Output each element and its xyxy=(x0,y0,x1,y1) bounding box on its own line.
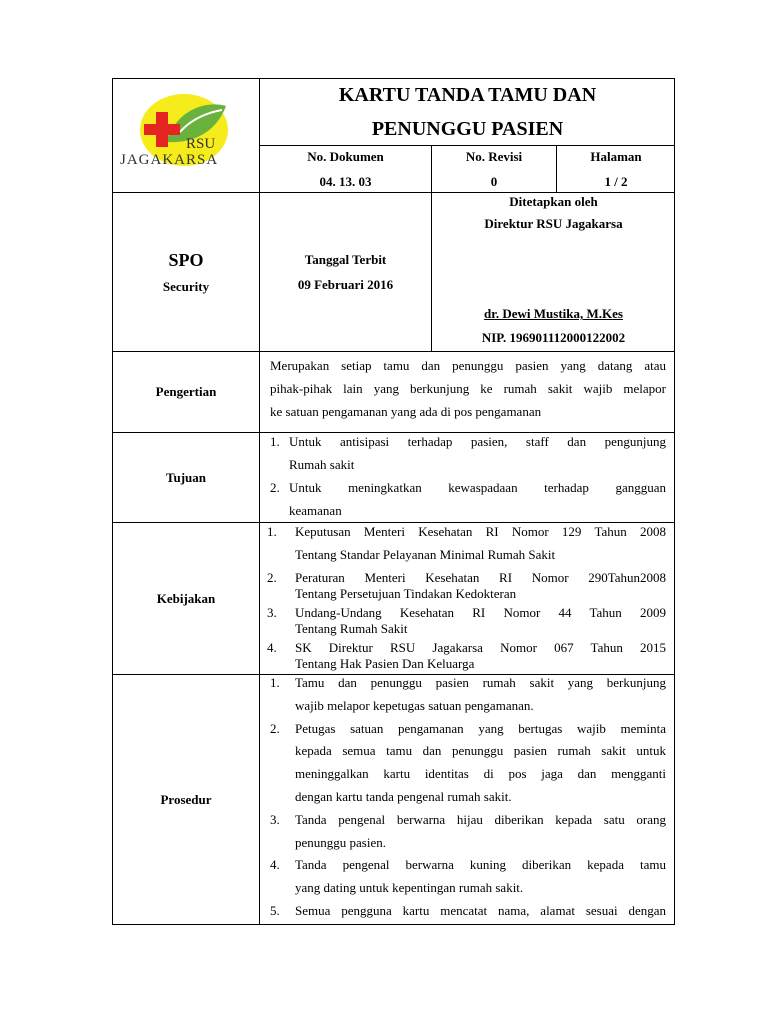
tujuan-item-line-1: Untuk meningkatkan kewaspadaan terhadap gangguan xyxy=(289,480,666,495)
no-revisi-cell xyxy=(432,146,556,192)
tujuan-label: Tujuan xyxy=(166,469,206,485)
ditetapkan-cell xyxy=(432,193,675,351)
tanggal-terbit-cell xyxy=(260,193,431,351)
kebijakan-item xyxy=(267,520,666,566)
prosedur-item-number: 2. xyxy=(270,720,280,736)
tujuan-item-line-1: Untuk antisipasi terhadap pasien, staff dan pengunjung xyxy=(289,434,666,449)
kebijakan-item-line-1: SK Direktur RSU Jagakarsa Nomor 067 Tahun 2015 xyxy=(295,640,666,655)
tanggal-terbit-label: Tanggal Terbit xyxy=(304,251,387,267)
prosedur-item xyxy=(270,718,666,809)
title-line-1: KARTU TANDA TAMU DAN xyxy=(338,83,597,106)
no-revisi-label: No. Revisi xyxy=(465,148,523,164)
logo-text-rsu: RSU xyxy=(186,136,216,152)
no-dokumen-value: 04. 13. 03 xyxy=(319,173,372,189)
prosedur-item-line: Tanda pengenal berwarna hijau diberikan kepada satu orang xyxy=(295,811,666,827)
kebijakan-item xyxy=(267,640,666,672)
ditetapkan-line-2: Direktur RSU Jagakarsa xyxy=(484,216,623,231)
kebijakan-item xyxy=(267,570,666,602)
prosedur-item-line: meninggalkan kartu identitas di pos jaga dan mengganti xyxy=(295,766,666,782)
tujuan-item-number: 1. xyxy=(270,434,280,449)
kebijakan-item-line-2: Tentang Persetujuan Tindakan Kedokteran xyxy=(295,586,517,601)
kebijakan-item-number: 4. xyxy=(267,640,277,655)
logo-text-jagakarsa: JAGAKARSA xyxy=(120,152,219,168)
prosedur-item xyxy=(270,854,666,900)
no-dokumen-label: No. Dokumen xyxy=(307,148,384,164)
no-dokumen-cell xyxy=(260,146,431,192)
prosedur-item-line: wajib melapor kepetugas satuan pengamanan. xyxy=(295,697,534,713)
prosedur-item xyxy=(270,809,666,855)
kebijakan-item-line-2: Tentang Rumah Sakit xyxy=(295,621,408,636)
pengertian-text xyxy=(270,354,666,423)
rsu-jagakarsa-logo xyxy=(118,92,248,174)
prosedur-item-line: Petugas satuan pengamanan yang bertugas wajib meminta xyxy=(295,720,666,736)
pengertian-line-3: ke satuan pengamanan yang ada di pos pengamanan xyxy=(270,404,542,419)
pengertian-label-cell xyxy=(113,352,259,432)
prosedur-list xyxy=(270,672,666,923)
prosedur-item-number: 1. xyxy=(270,675,280,690)
pengertian-label: Pengertian xyxy=(155,384,217,399)
title-line-2: PENUNGGU PASIEN xyxy=(371,117,564,140)
kebijakan-item-number: 3. xyxy=(267,605,277,620)
document-title xyxy=(260,78,675,145)
kebijakan-label-cell xyxy=(113,523,259,674)
spo-unit: Security xyxy=(162,278,210,294)
pengertian-line-1: Merupakan setiap tamu dan penunggu pasien yang datang atau xyxy=(270,358,666,373)
kebijakan-item-line-1: Peraturan Menteri Kesehatan RI Nomor 290Tahun2008 xyxy=(295,570,666,585)
kebijakan-list xyxy=(267,520,666,672)
prosedur-label-cell xyxy=(113,675,259,924)
prosedur-item-line: Tamu dan penunggu pasien rumah sakit yang berkunjung xyxy=(295,675,666,690)
kebijakan-item-number: 1. xyxy=(267,524,277,539)
halaman-label: Halaman xyxy=(590,148,642,164)
prosedur-item-line: penunggu pasien. xyxy=(295,834,386,850)
prosedur-item-number: 4. xyxy=(270,857,280,873)
prosedur-item-line: dengan kartu tanda pengenal rumah sakit. xyxy=(295,788,512,804)
halaman-value: 1 / 2 xyxy=(604,173,628,189)
ditetapkan-line-1: Ditetapkan oleh xyxy=(509,194,598,209)
prosedur-item-line: yang dating untuk kepentingan rumah sakit. xyxy=(295,880,524,896)
tujuan-list xyxy=(270,430,666,522)
prosedur-label: Prosedur xyxy=(160,791,212,807)
kebijakan-item xyxy=(267,605,666,637)
prosedur-item-line: kepada semua tamu dan penunggu pasien rumah sakit untuk xyxy=(295,743,666,759)
tujuan-item-line-2: keamanan xyxy=(289,503,342,518)
tujuan-item-number: 2. xyxy=(270,480,280,495)
signer-nip: NIP. 196901112000122002 xyxy=(481,330,626,345)
tanggal-terbit-value: 09 Februari 2016 xyxy=(297,276,394,292)
prosedur-item xyxy=(270,672,666,718)
kebijakan-item-line-1: Keputusan Menteri Kesehatan RI Nomor 129 Tahun 2008 xyxy=(295,524,666,539)
halaman-cell xyxy=(557,146,675,192)
tujuan-item xyxy=(270,430,666,476)
spo-label-cell xyxy=(113,193,259,351)
pengertian-line-2: pihak-pihak lain yang berkunjung ke rumah sakit wajib melapor xyxy=(270,381,666,396)
prosedur-item-line: Semua pengguna kartu mencatat nama, alamat sesuai dengan xyxy=(295,902,666,918)
kebijakan-item-number: 2. xyxy=(267,570,277,585)
kebijakan-label: Kebijakan xyxy=(156,590,216,606)
tujuan-label-cell xyxy=(113,433,259,522)
tujuan-item xyxy=(270,476,666,522)
prosedur-item xyxy=(270,900,666,923)
kebijakan-item-line-2: Tentang Hak Pasien Dan Keluarga xyxy=(295,656,475,671)
tujuan-item-line-2: Rumah sakit xyxy=(289,457,355,472)
no-revisi-value: 0 xyxy=(490,173,498,189)
signer-name: dr. Dewi Mustika, M.Kes xyxy=(484,306,623,321)
prosedur-item-line: Tanda pengenal berwarna kuning diberikan kepada tamu xyxy=(295,857,666,873)
prosedur-item-number: 5. xyxy=(270,902,280,918)
prosedur-item-number: 3. xyxy=(270,811,280,827)
kebijakan-item-line-2: Tentang Standar Pelayanan Minimal Rumah Sakit xyxy=(295,547,556,562)
kebijakan-item-line-1: Undang-Undang Kesehatan RI Nomor 44 Tahun 2009 xyxy=(295,605,666,620)
spo-label: SPO xyxy=(168,249,204,270)
